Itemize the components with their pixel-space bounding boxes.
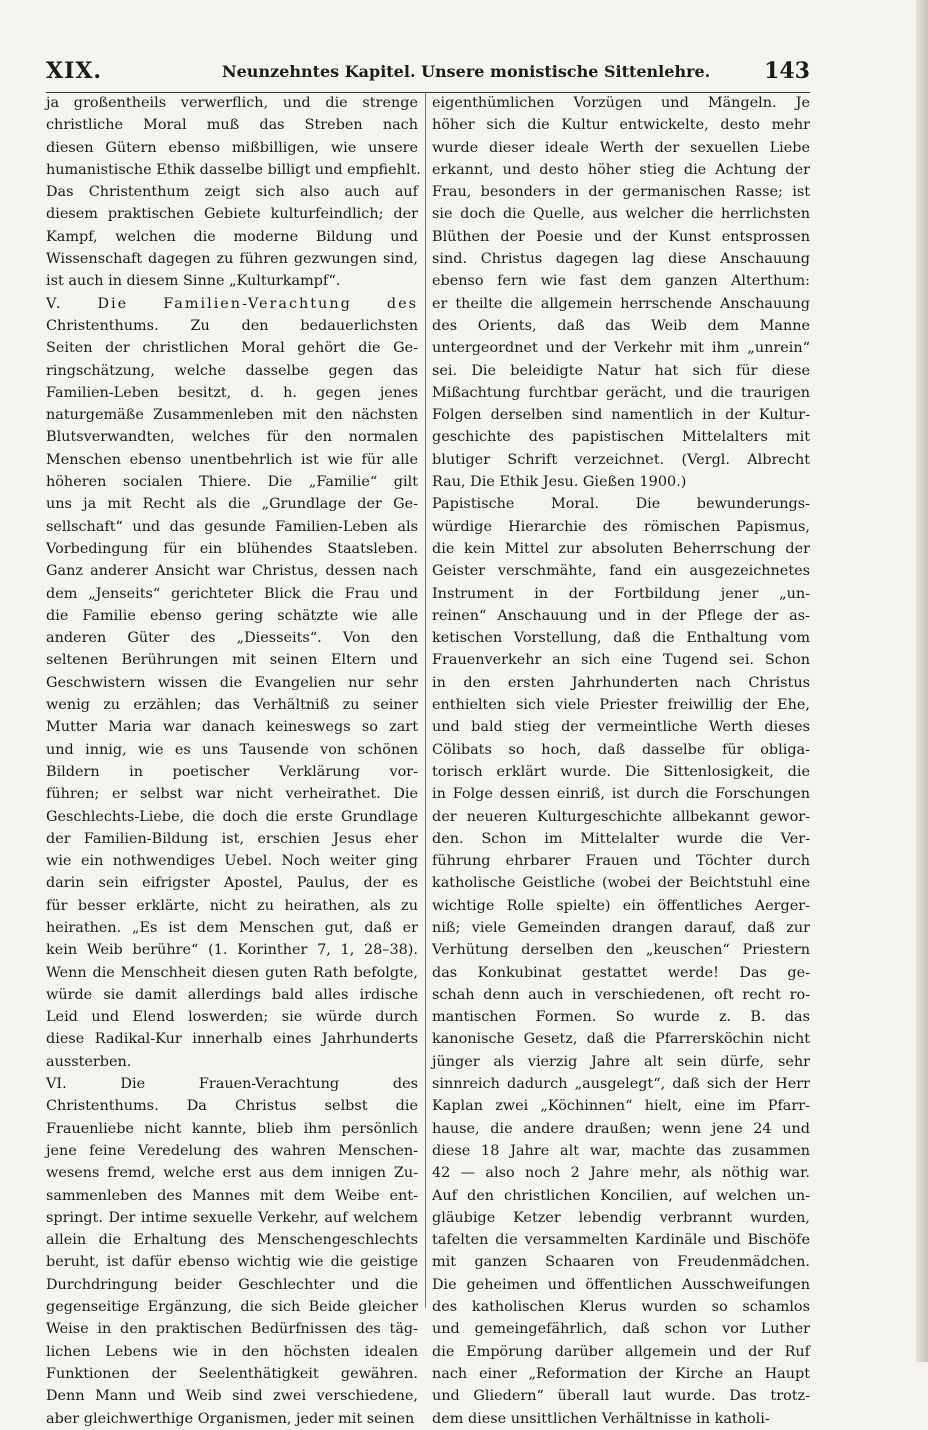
text-line: untergeordnet und der Verkehr mit ihm „unrein“ <box>432 340 810 357</box>
text-line: ebenso fern wie fast dem ganzen Alterthum: <box>432 273 810 290</box>
text-line: gläubige Ketzer lebendig verbrannt wurden, <box>432 1209 810 1226</box>
text-line: Folgen derselben sind namentlich in der Kultur- <box>432 407 810 424</box>
text-line: Familien-Leben besitzt, d. h. gegen jenes <box>46 384 418 401</box>
text-line: allein die Erhaltung des Menschengeschlechts <box>46 1232 418 1249</box>
text-line: Kaplan zwei „Köchinnen“ hielt, eine im Pfarr- <box>432 1098 810 1115</box>
text-line: mantischen Formen. So wurde z. B. das <box>432 1009 810 1026</box>
text-line: ketischen Vorstellung, daß die Enthaltung vom <box>432 630 810 647</box>
column-divider <box>425 92 426 1308</box>
text-line: Weise in den praktischen Bedürfnissen des täg- <box>46 1321 418 1338</box>
text-line: Rau, Die Ethik Jesu. Gießen 1900.) <box>432 474 687 491</box>
text-line: tafelten die versammelten Kardinäle und Bischöfe <box>432 1232 810 1249</box>
text-line: wenig zu erzählen; das Verhältniß zu seiner <box>46 697 418 714</box>
text-line: sammenleben des Mannes mit dem Weibe ent- <box>46 1187 418 1204</box>
text-line: Durchdringung beider Geschlechter und die <box>46 1276 418 1293</box>
text-line: Christenthums. Da Christus selbst die <box>46 1098 418 1115</box>
text-line: höher sich die Kultur entwickelte, desto mehr <box>432 117 810 134</box>
text-line: jünger als vierzig Jahre alt sein dürfe, sehr <box>432 1053 810 1070</box>
text-line: Frau, besonders in der germanischen Rasse; ist <box>432 184 810 201</box>
text-line: reinen“ Anschauung und in der Pflege der as- <box>432 607 810 624</box>
text-line: in Folge dessen einriß, ist durch die Forschungen <box>432 786 810 803</box>
text-line: des katholischen Klerus wurden so schamlos <box>432 1299 810 1316</box>
running-header <box>46 56 810 90</box>
text-line: niß; viele Gemeinden drangen darauf, daß zur <box>432 919 810 936</box>
text-line: eigenthümlichen Vorzügen und Mängeln. Je <box>432 95 810 111</box>
text-line: kein Weib berühre“ (1. Korinther 7, 1, 28–38). <box>46 942 418 959</box>
text-line: Bildern in poetischer Verklärung vor- <box>46 763 418 780</box>
text-line: und innig, wie es uns Tausende von schönen <box>46 741 418 758</box>
text-line: erkannt, und desto höher stieg die Achtung der <box>432 161 810 178</box>
text-line: die Familie ebenso gering schätzte wie alle <box>46 607 418 624</box>
text-line: Denn Mann und Weib sind zwei verschiedene, <box>46 1388 418 1405</box>
text-line: würde sie damit allerdings bald alles irdische <box>46 986 418 1003</box>
text-line: diese Radikal-Kur innerhalb eines Jahrhunderts <box>46 1031 418 1048</box>
text-line: wie ein nothwendiges Uebel. Noch weiter ging <box>46 853 418 870</box>
text-line: Leid und Elend loswerden; sie würde durch <box>46 1009 418 1026</box>
text-line: V. Die Familien-Verachtung des <box>46 295 418 312</box>
text-line: Kampf, welchen die moderne Bildung und <box>46 228 418 245</box>
text-line: Mutter Maria war danach keineswegs so zart <box>46 719 418 736</box>
text-line: torisch erklärt wurde. Die Sittenlosigkeit, die <box>432 763 810 780</box>
text-line: geschichte des papistischen Mittelalters mit <box>432 429 810 446</box>
text-line: jene feine Veredelung des wahren Menschen- <box>46 1142 418 1159</box>
text-line: sinnreich dadurch „ausgelegt“, daß sich der Herr <box>432 1076 810 1093</box>
text-line: sind. Christus dagegen lag diese Anschauung <box>432 251 810 268</box>
page-number: 143 <box>764 58 810 84</box>
text-line: nach einer „Reformation der Kirche an Haupt <box>432 1365 810 1382</box>
text-line: Frauenverkehr an sich eine Tugend sei. Schon <box>432 652 810 669</box>
chapter-number: XIX. <box>46 58 103 84</box>
text-line: lichen Lebens wie in den höchsten idealen <box>46 1343 418 1360</box>
text-line: springt. Der intime sexuelle Verkehr, auf welchem <box>46 1209 418 1226</box>
text-line: seltenen Berührungen mit seinen Eltern und <box>46 652 418 669</box>
text-line: VI. Die Frauen-Verachtung des <box>46 1076 418 1093</box>
text-line: in den ersten Jahrhunderten nach Christus <box>432 674 810 691</box>
text-line: Auf den christlichen Koncilien, auf welchen un- <box>432 1187 810 1204</box>
text-line: Papistische Moral. Die bewunderungs- <box>432 496 810 513</box>
text-line: den. Schon im Mittelalter wurde die Ver- <box>432 830 810 847</box>
text-line: ist auch in diesem Sinne „Kulturkampf“. <box>46 273 341 290</box>
text-line: diesem praktischen Gebiete kulturfeindlich; der <box>46 206 418 223</box>
text-line: christliche Moral muß das Streben nach <box>46 117 418 134</box>
text-line: sei. Die beleidigte Natur hat sich für diese <box>432 362 810 379</box>
text-line: Das Christenthum zeigt sich also auch auf <box>46 184 418 201</box>
text-line: beruht, ist dafür ebenso wichtig wie die geistige <box>46 1254 418 1271</box>
text-line: humanistische Ethik dasselbe billigt und empfiehlt. <box>46 161 421 178</box>
text-line: mit ganzen Schaaren von Freudenmädchen. <box>432 1254 810 1271</box>
text-line: Geschlechts-Liebe, die doch die erste Grundlage <box>46 808 418 825</box>
text-line: die Empörung darüber allgemein und der Ruf <box>432 1343 810 1360</box>
text-line: naturgemäße Zusammenleben mit den nächsten <box>46 407 418 424</box>
text-line: heirathen. „Es ist dem Menschen gut, daß er <box>46 919 418 936</box>
text-line: hause, die andere draußen; wenn jene 24 und <box>432 1120 810 1137</box>
text-line: aber gleichwerthige Organismen, jeder mit seinen <box>46 1410 415 1427</box>
text-line: Funktionen der Seelenthätigkeit gewähren. <box>46 1365 418 1382</box>
text-line: gegenseitige Ergänzung, die sich Beide gleicher <box>46 1299 418 1316</box>
text-line: ja großentheils verwerflich, und die strenge <box>46 95 418 111</box>
text-line: Frauenliebe nicht kannte, blieb ihm persönlich <box>46 1120 418 1137</box>
text-line: der neueren Kulturgeschichte allbekannt gewor- <box>432 808 810 825</box>
text-line: Cölibats so hoch, daß dasselbe für obliga- <box>432 741 810 758</box>
text-line: kanonische Gesetz, daß die Pfarrersköchin nicht <box>432 1031 810 1048</box>
text-line: uns ja mit Recht als die „Grundlage der Ge- <box>46 496 418 513</box>
text-line: und Gliedern“ überall laut wurde. Das trotz- <box>432 1388 810 1405</box>
text-line: des Orients, daß das Weib dem Manne <box>432 317 810 334</box>
text-line: Wissenschaft dagegen zu führen gezwungen sind, <box>46 251 418 268</box>
text-line: wichtige Rolle spielte) ein öffentliches Aerger- <box>432 897 810 914</box>
text-line: sie doch die Quelle, aus welcher die herrlichsten <box>432 206 810 223</box>
text-line: führung ehrbarer Frauen und Töchter durch <box>432 853 810 870</box>
page-binding-edge <box>916 0 928 1362</box>
text-line: Wenn die Menschheit diesen guten Rath befolgte, <box>46 964 418 981</box>
text-line: ringschätzung, welche dasselbe gegen das <box>46 362 418 379</box>
text-line: schah denn auch in verschiedenen, oft recht ro- <box>432 986 810 1003</box>
text-line: blutiger Schrift verzeichnet. (Vergl. Albrecht <box>432 451 810 468</box>
text-line: der Familien-Bildung ist, erschien Jesus eher <box>46 830 418 847</box>
text-line: die kein Mittel zur absoluten Beherrschung der <box>432 540 810 557</box>
text-line: und bald stieg der vermeintliche Werth dieses <box>432 719 810 736</box>
text-line: Verhütung derselben den „keuschen“ Priestern <box>432 942 810 959</box>
text-line: dem diese unsittlichen Verhältnisse in katholi- <box>432 1410 770 1427</box>
text-line: führen; er selbst war nicht verheirathet. Die <box>46 786 418 803</box>
text-line: würdige Hierarchie des römischen Papismus, <box>432 518 810 535</box>
text-line: dem „Jenseits“ gerichteter Blick die Frau und <box>46 585 418 602</box>
text-line: Menschen ebenso unentbehrlich ist wie für alle <box>46 451 418 468</box>
text-line: Die geheimen und öffentlichen Ausschweifungen <box>432 1276 810 1293</box>
text-line: höheren socialen Thiere. Die „Familie“ gilt <box>46 474 418 491</box>
text-line: darin sein eifrigster Apostel, Paulus, der es <box>46 875 418 892</box>
text-line: Instrument in der Fortbildung jener „un- <box>432 585 810 602</box>
text-line: Ganz anderer Ansicht war Christus, dessen nach <box>46 563 418 580</box>
text-line: wesens fremd, welche erst aus dem innigen Zu- <box>46 1165 418 1182</box>
text-line: er theilte die allgemein herrschende Anschauung <box>432 295 810 312</box>
left-column <box>46 92 421 1427</box>
text-line: für besser erklärte, nicht zu heirathen, als zu <box>46 897 418 914</box>
text-line: anderen Güter des „Diesseits“. Von den <box>46 630 418 647</box>
text-line: katholische Geistliche (wobei der Beichtstuhl eine <box>432 875 810 892</box>
running-title: Neunzehntes Kapitel. Unsere monistische Sittenlehre. <box>222 62 711 81</box>
text-line: diese 18 Jahre alt war, machte das zusammen <box>432 1142 810 1159</box>
text-line: Blüthen der Poesie und der Kunst entsprossen <box>432 228 810 245</box>
text-line: Blutsverwandten, welches für den normalen <box>46 429 418 446</box>
text-line: 42 — also noch 2 Jahre mehr, als nöthig war. <box>432 1165 810 1182</box>
text-line: diesen Gütern ebenso mißbilligen, wie unsere <box>46 139 418 156</box>
text-line: Vorbedingung für ein blühendes Staatsleben. <box>46 540 418 557</box>
text-line: das Konkubinat gestattet werde! Das ge- <box>432 964 810 981</box>
text-line: enthielten sich viele Priester freiwillig der Ehe, <box>432 697 810 714</box>
text-line: und gemeingefährlich, daß schon vor Luther <box>432 1321 810 1338</box>
text-line: Mißachtung furchtbar gerächt, und die traurigen <box>432 384 810 401</box>
text-line: Geister verschmähte, fand ein ausgezeichnetes <box>432 563 810 580</box>
text-line: Christenthums. Zu den bedauerlichsten <box>46 317 418 334</box>
text-line: Seiten der christlichen Moral gehört die Ge- <box>46 340 418 357</box>
text-line: aussterben. <box>46 1053 132 1070</box>
right-column <box>432 92 810 1427</box>
text-line: wurde dieser ideale Werth der sexuellen Liebe <box>432 139 810 156</box>
text-line: sellschaft“ und das gesunde Familien-Leben als <box>46 518 418 535</box>
text-line: Geschwistern wissen die Evangelien nur sehr <box>46 674 418 691</box>
